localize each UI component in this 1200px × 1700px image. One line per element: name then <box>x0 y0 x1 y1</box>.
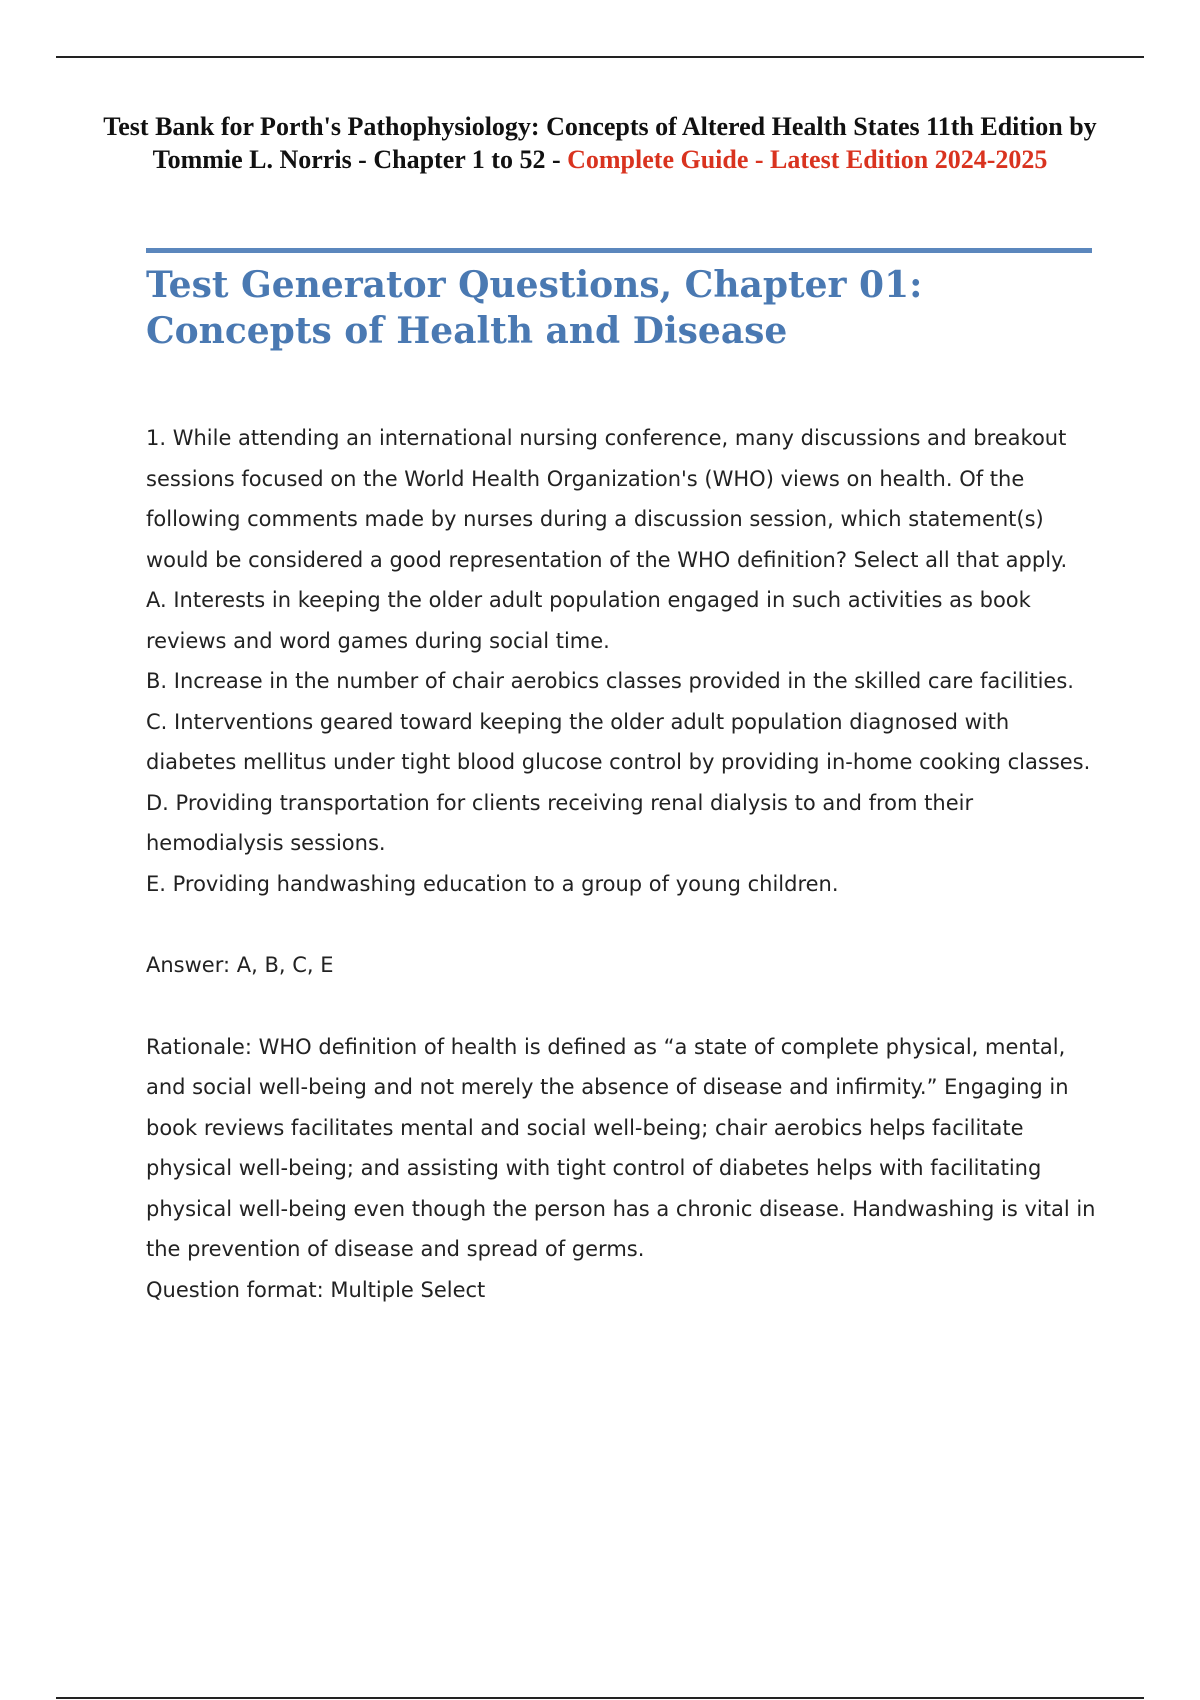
answer-option-a: A. Interests in keeping the older adult population engaged in such activities as book reviews and word games during social time. <box>146 588 1031 653</box>
question-format: Question format: Multiple Select <box>146 1277 486 1302</box>
spacer <box>146 986 1106 1027</box>
answer-key: Answer: A, B, C, E <box>146 953 334 977</box>
question-stem: 1. While attending an international nursing conference, many discussions and breakout sessions focused on the World Health Organization's (WHO) views on health. Of the following comments made by nurses during a discussion session, which statement(s) would be considered a good representation of the WHO definition? Select all that apply. <box>146 426 1068 572</box>
chapter-title-rule <box>146 248 1092 253</box>
answer-option-c: C. Interventions geared toward keeping the older adult population diagnosed with diabetes mellitus under tight blood glucose control by providing in-home cooking classes. <box>146 709 1091 774</box>
chapter-title: Test Generator Questions, Chapter 01: Concepts of Health and Disease <box>146 264 923 352</box>
header-title-main: Test Bank for Porth's Pathophysiology: Concepts of Altered Health States 11th Edition by Tommie L. Norris - Chapter 1 to 52 - <box>103 112 1097 174</box>
bottom-divider <box>56 1697 1144 1699</box>
answer-option-e: E. Providing handwashing education to a group of young children. <box>146 871 839 896</box>
document-header-title <box>60 110 1140 176</box>
header-title-highlight: Complete Guide - Latest Edition 2024-2025 <box>567 145 1048 174</box>
question-block <box>146 418 1106 1310</box>
top-divider <box>56 56 1144 58</box>
spacer <box>146 904 1106 945</box>
rationale-text: Rationale: WHO definition of health is defined as “a state of complete physical, mental, and social well-being and not merely the absence of disease and infirmity.” Engaging in book reviews facilitates mental and social well-being; chair aerobics helps facilitate physical well-being; and assisting with tight control of diabetes helps with facilitating physical well-being even though the person has a chronic disease. Handwashing is vital in the prevention of disease and spread of germs. <box>146 1034 1096 1261</box>
answer-option-d: D. Providing transportation for clients receiving renal dialysis to and from their hemodialysis sessions. <box>146 790 974 855</box>
answer-option-b: B. Increase in the number of chair aerobics classes provided in the skilled care facilities. <box>146 669 1074 693</box>
